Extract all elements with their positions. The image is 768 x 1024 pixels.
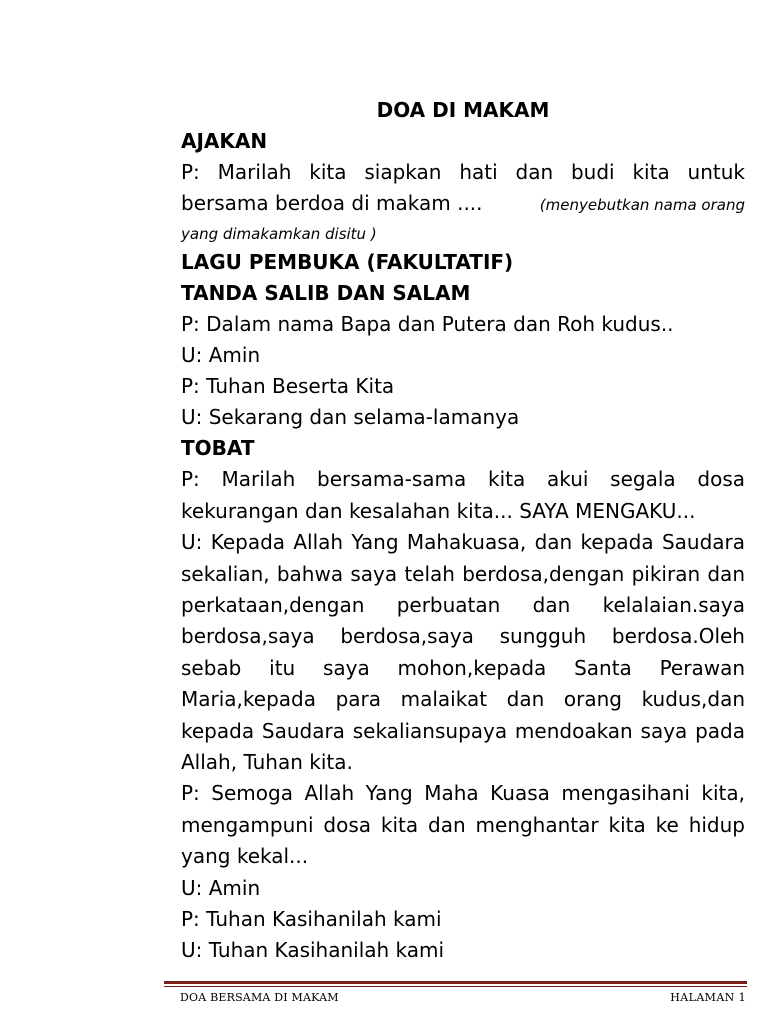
heading-ajakan: AJAKAN <box>181 129 268 153</box>
tobat-paragraph-p1: P: Marilah bersama-sama kita akui segala dosa kekurangan dan kesalahan kita... SAYA MENGAKU... <box>181 467 745 523</box>
footer-document-title: DOA BERSAMA DI MAKAM <box>180 991 339 1004</box>
tanda-salib-line: U: Amin <box>181 343 261 368</box>
ajakan-line-2 <box>181 188 745 221</box>
footer-rule-thin <box>164 986 747 987</box>
document-body <box>181 94 745 966</box>
ajakan-note: (menyebutkan nama orang <box>539 196 745 215</box>
heading-lagu-pembuka: LAGU PEMBUKA (FAKULTATIF) <box>181 250 514 275</box>
tobat-paragraph-p2: P: Semoga Allah Yang Maha Kuasa mengasihani kita, mengampuni dosa kita dan menghantar kita ke hidup yang kekal... <box>181 781 745 869</box>
heading-tobat: TOBAT <box>181 436 255 461</box>
ajakan-line-2-text: bersama berdoa di makam .... <box>181 191 483 216</box>
ajakan-line-1: P: Marilah kita siapkan hati dan budi kita untuk <box>181 160 745 184</box>
tobat-line: P: Tuhan Kasihanilah kami <box>181 906 442 931</box>
ajakan-note-continued: yang dimakamkan disitu ) <box>181 225 377 244</box>
heading-tanda-salib: TANDA SALIB DAN SALAM <box>181 281 471 306</box>
page-title: DOA DI MAKAM <box>376 98 550 122</box>
tobat-line: U: Tuhan Kasihanilah kami <box>181 937 445 962</box>
tanda-salib-line: U: Sekarang dan selama-lamanya <box>181 405 520 430</box>
tobat-line: U: Amin <box>181 875 261 900</box>
footer-rule-thick <box>164 981 747 984</box>
footer-page-number: HALAMAN 1 <box>670 991 746 1004</box>
tanda-salib-line: P: Tuhan Beserta Kita <box>181 374 395 399</box>
tanda-salib-line: P: Dalam nama Bapa dan Putera dan Roh kudus.. <box>181 312 674 337</box>
tobat-paragraph-u1: U: Kepada Allah Yang Mahakuasa, dan kepada Saudara sekalian, bahwa saya telah berdosa,dengan pikiran dan perkataan,dengan perbuatan dan kelalaian.saya berdosa,saya berdosa,saya sungguh berdosa.Oleh sebab itu saya mohon,kepada Santa Perawan Maria,kepada para malaikat dan orang kudus,dan kepada Saudara sekaliansupaya mendoakan saya pada Allah, Tuhan kita. <box>181 530 745 775</box>
